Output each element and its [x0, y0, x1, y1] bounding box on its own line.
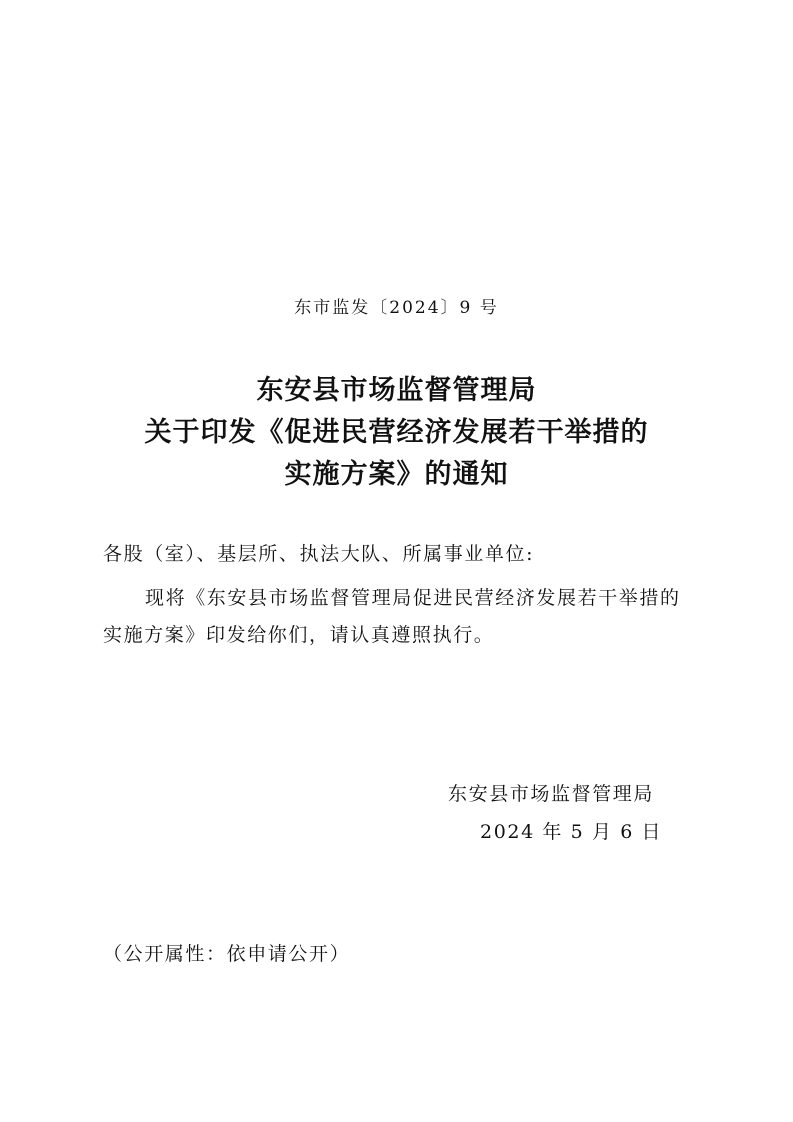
body-line-2: 实施方案》印发给你们，请认真遵照执行。 — [103, 624, 495, 646]
signature-date: 2024 年 5 月 6 日 — [480, 821, 663, 843]
title-line-3: 实施方案》的通知 — [284, 459, 509, 490]
document-title — [0, 370, 793, 496]
salutation: 各股（室）、基层所、执法大队、所属事业单位: — [103, 543, 535, 565]
body-line-1: 现将《东安县市场监督管理局促进民营经济发展若干举措的 — [145, 587, 681, 609]
signature-organization: 东安县市场监督管理局 — [448, 783, 655, 805]
disclosure-attribute: （公开属性：依申请公开） — [103, 943, 351, 965]
title-line-1: 东安县市场监督管理局 — [256, 375, 537, 406]
body-paragraph — [103, 580, 703, 654]
document-number: 东市监发〔2024〕9 号 — [294, 298, 499, 318]
title-line-2: 关于印发《促进民营经济发展若干举措的 — [144, 417, 649, 448]
